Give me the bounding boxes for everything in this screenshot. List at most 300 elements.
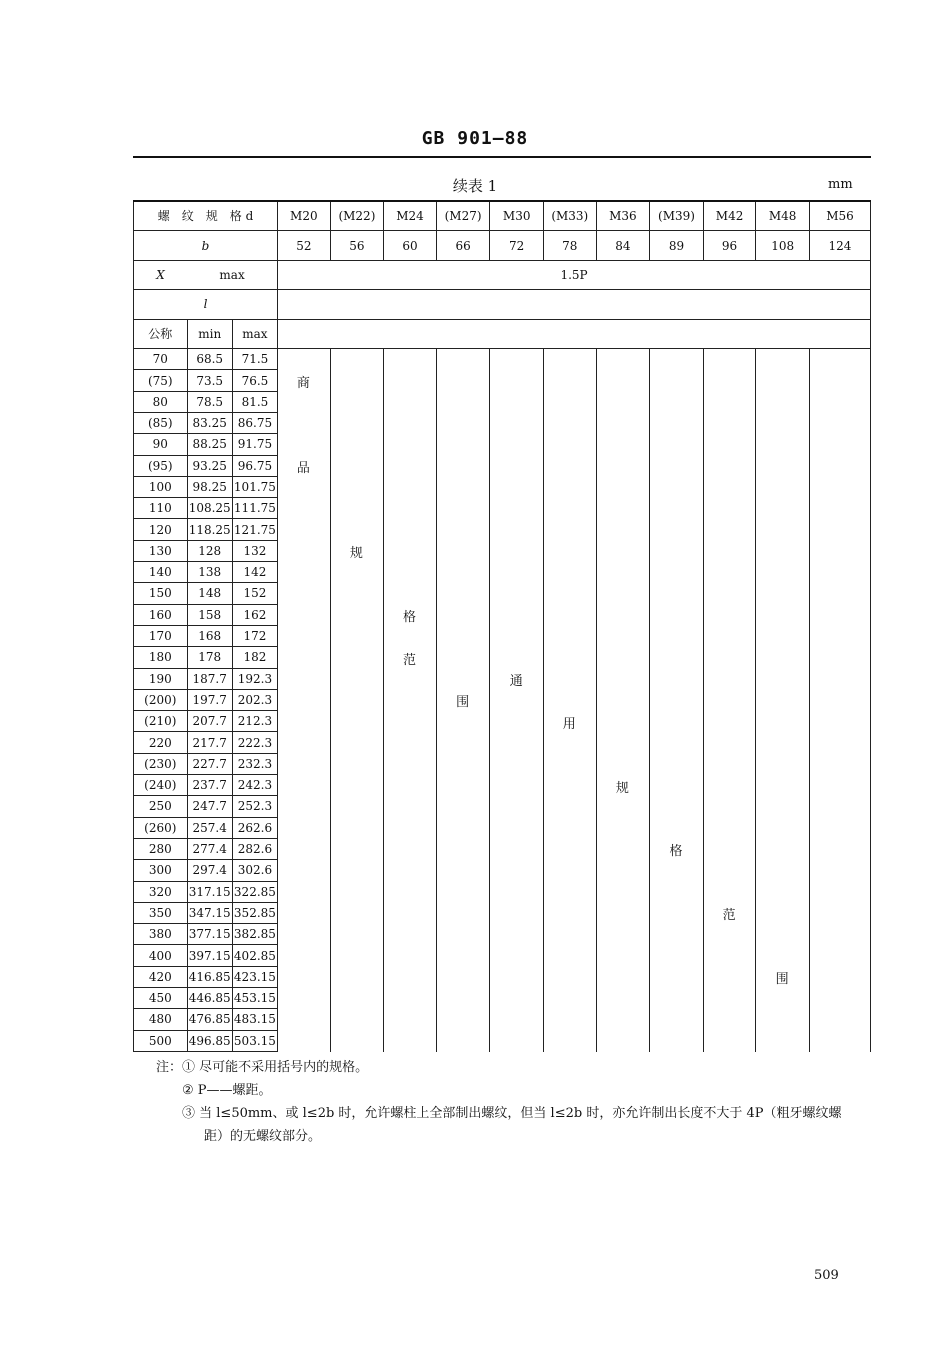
range-cell: [596, 455, 650, 476]
thread-spec-row: [134, 201, 871, 231]
nominal-length: 160: [134, 604, 188, 625]
range-cell: [596, 668, 650, 689]
nominal-length: 180: [134, 647, 188, 668]
range-cell: [809, 583, 870, 604]
range-cell: [490, 476, 544, 497]
range-cell: [330, 966, 384, 987]
range-cell: [330, 881, 384, 902]
range-cell: [330, 519, 384, 540]
range-cell: [650, 860, 704, 881]
range-cell: [278, 796, 331, 817]
length-row: [134, 1030, 871, 1051]
range-cell: [436, 498, 490, 519]
range-cell: [490, 817, 544, 838]
range-cell: [490, 966, 544, 987]
b-value: 89: [650, 231, 704, 260]
range-cell: [809, 349, 870, 370]
min-label: min: [187, 319, 232, 348]
range-cell: [330, 753, 384, 774]
range-cell: [596, 562, 650, 583]
range-cell: [650, 1030, 704, 1051]
range-cell: [330, 987, 384, 1008]
max-length: 142: [232, 562, 277, 583]
b-value: 84: [596, 231, 650, 260]
range-cell: [703, 689, 756, 710]
min-length: 128: [187, 540, 232, 561]
range-cell: [756, 519, 810, 540]
max-length: 81.5: [232, 391, 277, 412]
range-cell: [436, 902, 490, 923]
length-row: [134, 625, 871, 646]
range-cell: [809, 924, 870, 945]
range-cell: [756, 902, 810, 923]
range-cell: [490, 434, 544, 455]
spec-table: [133, 200, 871, 1052]
range-cell: [490, 1009, 544, 1030]
range-cell: [544, 476, 597, 497]
range-cell: [384, 412, 437, 433]
length-row: [134, 711, 871, 732]
min-length: 207.7: [187, 711, 232, 732]
range-cell: [278, 817, 331, 838]
range-cell: [436, 881, 490, 902]
spec-table-container: [133, 200, 871, 1052]
min-length: 178: [187, 647, 232, 668]
range-cell: [650, 391, 704, 412]
range-cell: [436, 796, 490, 817]
range-cell: [544, 540, 597, 561]
min-length: 158: [187, 604, 232, 625]
range-cell: [809, 817, 870, 838]
range-cell: [490, 732, 544, 753]
range-cell: [330, 689, 384, 710]
range-cell: [490, 881, 544, 902]
range-cell: [544, 519, 597, 540]
range-cell: [703, 519, 756, 540]
max-length: 96.75: [232, 455, 277, 476]
range-cell: [384, 349, 437, 370]
range-cell: [384, 945, 437, 966]
range-cell: [278, 647, 331, 668]
range-cell: [544, 1009, 597, 1030]
range-cell: [384, 881, 437, 902]
range-cell: [490, 391, 544, 412]
range-label: 规: [349, 546, 363, 562]
length-row: [134, 945, 871, 966]
max-length: 282.6: [232, 838, 277, 859]
range-cell: [436, 647, 490, 668]
nominal-length: 80: [134, 391, 188, 412]
size-cell: (M22): [330, 201, 384, 231]
length-row: [134, 753, 871, 774]
nominal-length: 350: [134, 902, 188, 923]
b-row: [134, 231, 871, 260]
min-length: 118.25: [187, 519, 232, 540]
nominal-length: 320: [134, 881, 188, 902]
max-length: 252.3: [232, 796, 277, 817]
min-length: 73.5: [187, 370, 232, 391]
range-cell: [278, 732, 331, 753]
range-cell: [384, 987, 437, 1008]
range-cell: [278, 625, 331, 646]
range-cell: [756, 775, 810, 796]
range-cell: [384, 1030, 437, 1051]
max-length: 101.75: [232, 476, 277, 497]
range-cell: [809, 987, 870, 1008]
range-cell: [384, 583, 437, 604]
range-cell: [650, 540, 704, 561]
range-cell: [703, 391, 756, 412]
range-cell: [703, 881, 756, 902]
range-cell: [330, 711, 384, 732]
range-cell: [330, 796, 384, 817]
range-cell: [703, 540, 756, 561]
min-length: 227.7: [187, 753, 232, 774]
range-cell: [809, 647, 870, 668]
range-cell: [330, 391, 384, 412]
range-cell: [596, 349, 650, 370]
range-cell: [756, 924, 810, 945]
range-cell: [330, 349, 384, 370]
b-value: 124: [809, 231, 870, 260]
range-cell: [436, 476, 490, 497]
length-row: [134, 412, 871, 433]
b-value: 108: [756, 231, 810, 260]
range-cell: [278, 966, 331, 987]
length-row: [134, 391, 871, 412]
range-cell: [544, 1030, 597, 1051]
range-cell: [384, 966, 437, 987]
range-cell: [756, 945, 810, 966]
note-3-continued: 距）的无螺纹部分。: [204, 1129, 322, 1144]
length-row: [134, 775, 871, 796]
range-cell: [278, 838, 331, 859]
range-cell: [703, 370, 756, 391]
nominal-length: 120: [134, 519, 188, 540]
l-subheader-row: [134, 319, 871, 348]
range-cell: [436, 370, 490, 391]
range-cell: [384, 625, 437, 646]
range-cell: [809, 625, 870, 646]
range-cell: [650, 370, 704, 391]
range-cell: [650, 1009, 704, 1030]
min-length: 297.4: [187, 860, 232, 881]
range-cell: [384, 370, 437, 391]
range-cell: [756, 540, 810, 561]
nominal-length: 70: [134, 349, 188, 370]
range-cell: [703, 753, 756, 774]
range-cell: [756, 838, 810, 859]
nominal-length: 480: [134, 1009, 188, 1030]
max-length: 242.3: [232, 775, 277, 796]
range-cell: [596, 412, 650, 433]
length-row: [134, 647, 871, 668]
range-cell: [596, 902, 650, 923]
range-cell: [278, 689, 331, 710]
range-cell: [809, 476, 870, 497]
nominal-length: (210): [134, 711, 188, 732]
max-length: 222.3: [232, 732, 277, 753]
range-cell: [436, 860, 490, 881]
range-cell: [384, 796, 437, 817]
note-1: 注：① 尽可能不采用括号内的规格。: [156, 1060, 369, 1075]
range-cell: [544, 434, 597, 455]
range-label: 品: [296, 461, 310, 477]
range-cell: [278, 924, 331, 945]
range-cell: [809, 1030, 870, 1051]
range-cell: [650, 945, 704, 966]
range-cell: [436, 945, 490, 966]
range-cell: [703, 838, 756, 859]
range-cell: [490, 689, 544, 710]
range-cell: [756, 476, 810, 497]
range-cell: [436, 455, 490, 476]
range-cell: [703, 562, 756, 583]
range-cell: [490, 647, 544, 668]
x-row: [134, 260, 871, 289]
nominal-length: 450: [134, 987, 188, 1008]
max-label: max: [232, 319, 277, 348]
min-length: 98.25: [187, 476, 232, 497]
range-cell: [650, 966, 704, 987]
size-cell: M36: [596, 201, 650, 231]
range-cell: [650, 604, 704, 625]
range-cell: [544, 455, 597, 476]
range-cell: [544, 604, 597, 625]
range-cell: [703, 625, 756, 646]
range-cell: [756, 455, 810, 476]
range-cell: [756, 753, 810, 774]
range-cell: [650, 562, 704, 583]
max-length: 423.15: [232, 966, 277, 987]
range-cell: [650, 625, 704, 646]
max-length: 453.15: [232, 987, 277, 1008]
range-cell: [490, 349, 544, 370]
size-cell: (M33): [544, 201, 597, 231]
range-cell: [809, 540, 870, 561]
range-cell: [490, 838, 544, 859]
range-cell: [596, 924, 650, 945]
range-cell: [809, 412, 870, 433]
range-cell: [809, 860, 870, 881]
size-cell: (M39): [650, 201, 704, 231]
range-cell: [809, 966, 870, 987]
range-cell: [809, 711, 870, 732]
max-length: 483.15: [232, 1009, 277, 1030]
range-cell: [544, 562, 597, 583]
length-row: [134, 817, 871, 838]
size-cell: M56: [809, 201, 870, 231]
range-label: 用: [562, 716, 576, 732]
range-cell: [809, 391, 870, 412]
range-cell: [490, 753, 544, 774]
range-cell: [436, 924, 490, 945]
nominal-length: 100: [134, 476, 188, 497]
range-cell: [384, 391, 437, 412]
range-cell: [384, 775, 437, 796]
range-cell: [756, 1009, 810, 1030]
range-cell: [703, 966, 756, 987]
range-cell: [809, 689, 870, 710]
range-cell: [330, 604, 384, 625]
range-cell: [278, 1030, 331, 1051]
nominal-length: 140: [134, 562, 188, 583]
length-row: [134, 881, 871, 902]
range-cell: [703, 732, 756, 753]
max-length: 262.6: [232, 817, 277, 838]
range-cell: [490, 987, 544, 1008]
range-cell: [490, 562, 544, 583]
max-length: 382.85: [232, 924, 277, 945]
range-cell: [544, 583, 597, 604]
size-cell: M30: [490, 201, 544, 231]
range-cell: [384, 838, 437, 859]
range-cell: [756, 434, 810, 455]
range-cell: [809, 1009, 870, 1030]
range-cell: [596, 711, 650, 732]
nominal-length: (75): [134, 370, 188, 391]
nominal-length: 90: [134, 434, 188, 455]
range-cell: [544, 391, 597, 412]
range-cell: [650, 519, 704, 540]
range-cell: [278, 498, 331, 519]
nominal-length: 150: [134, 583, 188, 604]
range-label: 规: [615, 780, 629, 796]
range-cell: [756, 732, 810, 753]
range-cell: [330, 434, 384, 455]
range-cell: [490, 945, 544, 966]
min-length: 93.25: [187, 455, 232, 476]
range-cell: [330, 924, 384, 945]
range-cell: [330, 476, 384, 497]
max-length: 132: [232, 540, 277, 561]
range-cell: [703, 604, 756, 625]
range-cell: [278, 860, 331, 881]
page-number: 509: [814, 1268, 839, 1283]
min-length: 217.7: [187, 732, 232, 753]
range-cell: [650, 753, 704, 774]
range-cell: [330, 1009, 384, 1030]
range-cell: [703, 434, 756, 455]
range-cell: [384, 519, 437, 540]
size-cell: M48: [756, 201, 810, 231]
length-row: [134, 987, 871, 1008]
max-length: 121.75: [232, 519, 277, 540]
max-length: 76.5: [232, 370, 277, 391]
range-cell: [384, 455, 437, 476]
length-row: [134, 860, 871, 881]
range-cell: [436, 838, 490, 859]
range-cell: [809, 562, 870, 583]
range-cell: [596, 498, 650, 519]
b-value: 66: [436, 231, 490, 260]
length-row: [134, 966, 871, 987]
size-cell: M20: [278, 201, 331, 231]
range-cell: [650, 476, 704, 497]
range-cell: [544, 924, 597, 945]
range-cell: [756, 604, 810, 625]
length-row: [134, 562, 871, 583]
subheader-blank: [278, 319, 871, 348]
nominal-length: (240): [134, 775, 188, 796]
range-cell: [384, 668, 437, 689]
range-cell: [596, 540, 650, 561]
nominal-length: (260): [134, 817, 188, 838]
min-length: 83.25: [187, 412, 232, 433]
range-cell: [650, 796, 704, 817]
range-cell: [436, 732, 490, 753]
range-cell: [544, 902, 597, 923]
max-length: 232.3: [232, 753, 277, 774]
min-length: 377.15: [187, 924, 232, 945]
range-cell: [809, 498, 870, 519]
range-cell: [596, 1030, 650, 1051]
nominal-length: 110: [134, 498, 188, 519]
min-length: 68.5: [187, 349, 232, 370]
range-cell: [544, 817, 597, 838]
length-row: [134, 838, 871, 859]
range-cell: [490, 1030, 544, 1051]
length-row: [134, 498, 871, 519]
notes: [156, 1056, 842, 1148]
range-cell: [384, 711, 437, 732]
range-cell: [756, 711, 810, 732]
range-cell: [650, 498, 704, 519]
range-cell: [809, 519, 870, 540]
range-cell: [756, 625, 810, 646]
range-cell: [330, 1030, 384, 1051]
range-cell: [756, 689, 810, 710]
range-cell: [436, 349, 490, 370]
range-cell: [278, 562, 331, 583]
range-cell: [703, 647, 756, 668]
range-cell: [544, 753, 597, 774]
range-cell: [650, 689, 704, 710]
length-row: [134, 924, 871, 945]
min-length: 108.25: [187, 498, 232, 519]
range-cell: [490, 902, 544, 923]
range-cell: [436, 775, 490, 796]
range-cell: [436, 434, 490, 455]
range-cell: [650, 902, 704, 923]
nominal-length: 380: [134, 924, 188, 945]
max-length: 152: [232, 583, 277, 604]
range-cell: [436, 412, 490, 433]
b-value: 72: [490, 231, 544, 260]
range-label: 范: [722, 908, 736, 924]
range-cell: [650, 583, 704, 604]
range-cell: [756, 370, 810, 391]
min-length: 138: [187, 562, 232, 583]
range-cell: [278, 349, 331, 370]
range-cell: [490, 498, 544, 519]
range-cell: [490, 540, 544, 561]
max-length: 71.5: [232, 349, 277, 370]
size-cell: M24: [384, 201, 437, 231]
range-cell: [278, 1009, 331, 1030]
range-cell: [756, 391, 810, 412]
range-label: 围: [456, 695, 470, 711]
length-row: [134, 1009, 871, 1030]
range-cell: [809, 838, 870, 859]
range-label: 通: [509, 674, 523, 690]
min-length: 347.15: [187, 902, 232, 923]
range-cell: [756, 987, 810, 1008]
range-cell: [703, 945, 756, 966]
length-row: [134, 583, 871, 604]
range-cell: [756, 668, 810, 689]
range-cell: [278, 391, 331, 412]
